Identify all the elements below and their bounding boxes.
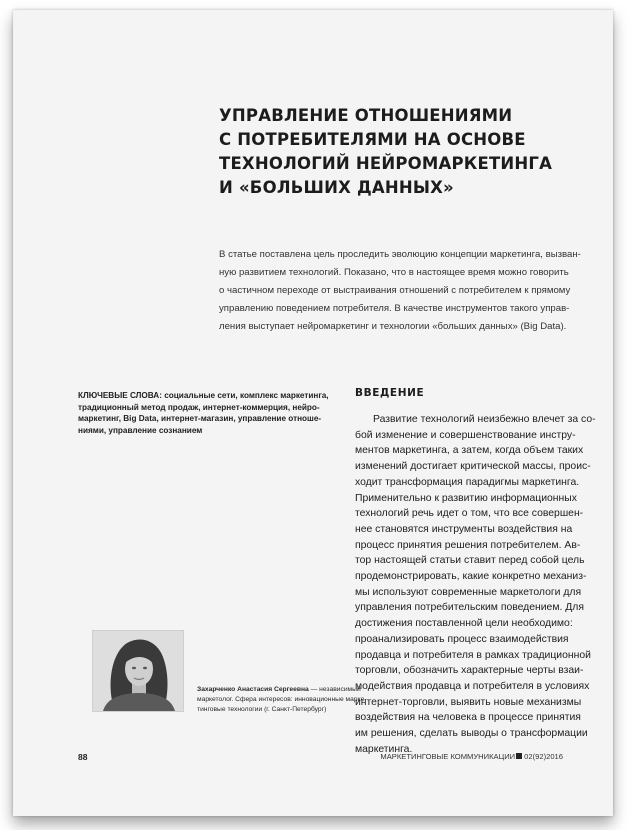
abstract-line: управлению поведением потребителя. В качестве инструментов такого управ- [219,303,570,314]
abstract-line: ную развитием технологий. Показано, что в настоящее время можно говорить [219,267,569,278]
body-line: достижения поставленной цели необходимо: [355,618,573,630]
body-line: процесс принятия решения потребителем. Ав- [355,539,581,551]
journal-footer [380,752,563,761]
body-line: технологий речь идет о том, что все совершен- [355,508,584,520]
abstract-line: о частичном переходе от выстраивания отношений с потребителем к прямому [219,285,571,296]
author-info [197,685,367,715]
keywords-line: ниями, управление сознанием [78,425,203,435]
body-line: модействия продавца и потребителя в условиях [355,680,590,692]
square-separator-icon [516,753,522,759]
body-line: тор настоящей статьи ставит перед собой цель [355,555,585,567]
body-line: мы используют современные маркетологи для [355,586,582,598]
body-line: изменений достигает критической массы, проис- [355,461,591,473]
body-line: Развитие технологий неизбежно влечет за со- [373,414,596,425]
body-line: нее становятся инструменты воздействия на [355,523,573,535]
abstract-line: ления выступает нейромаркетинг и технологии «больших данных» (Big Data). [219,321,567,332]
journal-name: МАРКЕТИНГОВЫЕ КОММУНИКАЦИИ [380,752,516,761]
page-sheet [13,10,613,816]
body-line: управления потребительским поведением. Для [355,602,584,614]
title-line: УПРАВЛЕНИЕ ОТНОШЕНИЯМИ [219,106,513,125]
intro-heading: ВВЕДЕНИЕ [355,387,425,399]
article-title [219,104,579,200]
title-line: ТЕХНОЛОГИЙ НЕЙРОМАРКЕТИНГА [219,154,553,173]
body-line: воздействия на человека в процессе принятия [355,712,581,724]
abstract-line: В статье поставлена цель проследить эволюцию концепции маркетинга, вызван- [219,249,581,260]
keywords-line: КЛЮЧЕВЫЕ СЛОВА: социальные сети, комплекс маркетинга, [78,391,329,400]
intro-paragraph [355,412,600,757]
author-role: — независимый [308,686,361,693]
keywords [78,390,328,436]
author-line: маркетолог. Сфера интересов: инновационные марке- [197,696,367,703]
body-line: продемонстрировать, какие конкретно механиз- [355,571,587,583]
page-number: 88 [78,752,88,762]
keywords-line: традиционный метод продаж, интернет-коммерция, нейро- [78,402,320,412]
author-photo [92,630,184,712]
author-portrait-image [93,631,183,711]
body-line: Применительно к развитию информационных [355,492,577,504]
body-line: им решения, сделать выводы о трансформации [355,728,588,740]
body-line: продавца и потребителя в рамках традиционной [355,649,591,661]
body-line: ментов маркетинга, а затем, когда объем таких [355,445,584,457]
author-name: Захарченко Анастасия Сергеевна [197,686,309,693]
title-line: С ПОТРЕБИТЕЛЯМИ НА ОСНОВЕ [219,130,526,149]
body-line: ходит трансформация парадигмы маркетинга. [355,476,580,488]
body-line: бой изменение и совершенствование инстру- [355,429,576,441]
body-line: маркетинга. [355,743,413,755]
body-line: интернет-торговли, выявить новые механизмы [355,696,582,708]
issue-number: 02(92)2016 [524,752,563,761]
body-line: проанализировать процесс взаимодействия [355,633,569,645]
author-line [197,685,361,695]
author-line: тинговые технологии (г. Санкт-Петербург) [197,706,327,713]
keywords-line: маркетинг, Big Data, интернет-магазин, управление отноше- [78,414,322,423]
body-line: торговли, обозначить характерные черты взаи- [355,665,584,677]
abstract [219,246,599,336]
title-line: И «БОЛЬШИХ ДАННЫХ» [219,178,454,197]
